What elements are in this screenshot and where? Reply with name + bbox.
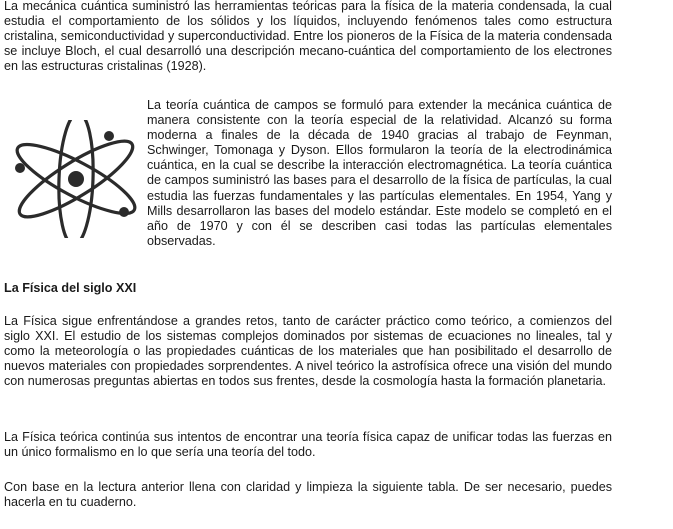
atom-nucleus [68,171,84,187]
paragraph-condensed-matter: La mecánica cuántica suministró las herramientas teóricas para la física de la materia condensada, la cual estudia el comportamiento de los sólidos y los líquidos, incluyendo fenómenos tales como estructura cristalina, semiconductividad y superconductividad. Entre los pioneros de la Física de la materia condensada se incluye Bloch, el cual desarrolló una descripción mecano-cuántica del comportamiento de los electrones en las estructuras cristalinas (1928). [4,0,612,74]
paragraph-21st-century: La Física sigue enfrentándose a grandes retos, tanto de carácter práctico como teórico, a comienzos del siglo XXI. El estudio de los sistemas complejos dominados por sistemas de ecuaciones no lineales, tal y como la meteorología o las propiedades cuánticas de los materiales que han posibilitado el desarrollo de nuevos materiales con propiedades sorprendentes. A nivel teórico la astrofísica ofrece una visión del mundo con numerosas preguntas abiertas en todos sus frentes, desde la cosmología hasta la formación planetaria. [4,314,612,389]
paragraph-theory-of-everything: La Física teórica continúa sus intentos de encontrar una teoría física capaz de unificar todas las fuerzas en un único formalismo en lo que sería una teoría del todo. [4,430,612,460]
section-heading: La Física del siglo XXI [4,281,137,295]
paragraph-instructions: Con base en la lectura anterior llena con claridad y limpieza la siguiente tabla. De ser necesario, puedes hacerla en tu cuaderno. [4,480,612,510]
atom-electron [104,131,114,141]
atom-electron [119,207,129,217]
atom-electron [15,163,25,173]
paragraph-quantum-field-theory: La teoría cuántica de campos se formuló para extender la mecánica cuántica de manera consistente con la teoría especial de la relatividad. Alcanzó su forma moderna a finales de la década de 1940 gracias al trabajo de Feynman, Schwinger, Tomonaga y Dyson. Ellos formularon la teoría de la electrodinámica cuántica, en la cual se describe la interacción electromagnética. La teoría cuántica de campos suministró las bases para el desarrollo de la física de partículas, la cual estudia las fuerzas fundamentales y las partículas elementales. En 1954, Yang y Mills desarrollaron las bases del modelo estándar. Este modelo se completó en el año de 1970 y con él se describen casi todas las partículas elementales observadas. [147,98,612,248]
atom-illustration [6,120,146,238]
atom-icon [6,120,146,238]
